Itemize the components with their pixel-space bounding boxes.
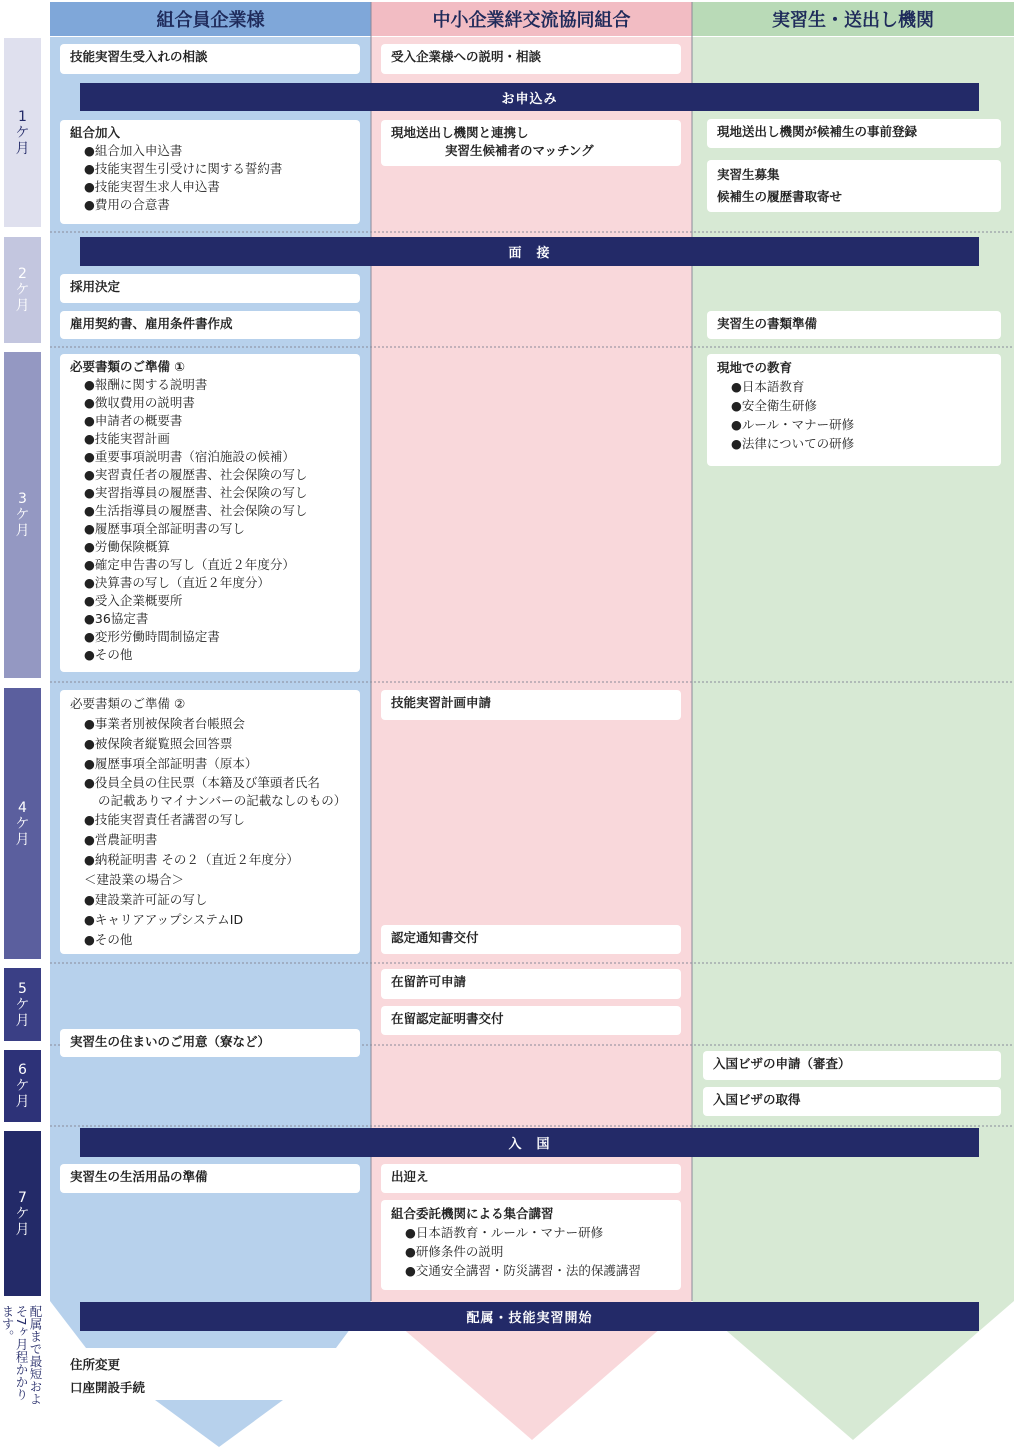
bar-apply: お申込み [80, 83, 979, 111]
union-explain: 受入企業様への説明・相談 [381, 44, 681, 74]
bar-entry: 入 国 [80, 1128, 979, 1157]
month-label-4: 4 ケ 月 [15, 799, 30, 848]
bar-start: 配属・技能実習開始 [80, 1302, 979, 1331]
column-bg-union [371, 37, 692, 1301]
sending-visa-apply: 入国ビザの申請（審査） [703, 1051, 1001, 1080]
company-docs2: 必要書類のご準備 ② ●事業者別被保険者台帳照会 ●被保険者縦覧照会回答票 ●履歴事項全部証明書（原本） ●役員全員の住民票（本籍及び筆頭者氏名 の記載ありマイナンバーの記載なしのもの） ●技能実習責任者講習の写し ●営農証明書 ●納税証明書 その２（直近２年度分） ＜建設業の場合＞ ●建設業許可証の写し ●キャリアアップシステムID ●その他 [60, 690, 360, 954]
sending-edu: 現地での教育 ●日本語教育 ●安全衛生研修 ●ルール・マナー研修 ●法律についての研修 [707, 354, 1001, 466]
company-contract: 雇用契約書、雇用条件書作成 [60, 311, 360, 339]
header-union: 中小企業絆交流協同組合 [432, 10, 631, 31]
union-cert: 在留認定証明書交付 [381, 1006, 681, 1035]
sending-register: 現地送出し機関が候補生の事前登録 [707, 119, 1001, 148]
sending-visa-get: 入国ビザの取得 [703, 1087, 1001, 1116]
sending-docs: 実習生の書類準備 [707, 311, 1001, 339]
company-address: 住所変更 [70, 1357, 121, 1372]
union-permit: 在留許可申請 [381, 969, 681, 999]
union-pickup: 出迎え [381, 1164, 681, 1193]
month-label-3: 3 ケ 月 [15, 491, 30, 539]
month-label-5: 5 ケ 月 [15, 980, 30, 1029]
company-housing: 実習生の住まいのご用意（寮など） [60, 1029, 360, 1057]
union-plan: 技能実習計画申請 [381, 690, 681, 720]
month-label-1: 1 ケ 月 [15, 108, 30, 157]
bar-interview: 面 接 [80, 237, 979, 266]
month-label-7: 7 ケ 月 [15, 1189, 30, 1238]
header-sending: 実習生・送出し機関 [772, 10, 934, 31]
duration-note: 配属まで最短およそ7ヶ月程かかります。 [0, 1305, 43, 1405]
union-training: 組合委託機関による集合講習 ●日本語教育・ルール・マナー研修 ●研修条件の説明 ●交通安全講習・防災講習・法的保護講習 [381, 1200, 681, 1290]
month-label-2: 2 ケ 月 [15, 266, 30, 314]
header-company: 組合員企業様 [156, 10, 265, 31]
union-approval: 認定通知書交付 [381, 925, 681, 954]
month-label-6: 6 ケ 月 [15, 1062, 30, 1110]
arrow-company-tip [155, 1400, 283, 1447]
union-match: 現地送出し機関と連携し 実習生候補者のマッチング [381, 120, 681, 166]
company-docs1: 必要書類のご準備 ① ●報酬に関する説明書 ●徴収費用の説明書 ●申請者の概要書 ●技能実習計画 ●重要事項説明書（宿泊施設の候補） ●実習責任者の履歴書、社会保険の写し ●実習指導員の履歴書、社会保険の写し ●生活指導員の履歴書、社会保険の写し ●履歴事項全部証明書の写し ●労働保険概算 ●確定申告書の写し（直近２年度分） ●決算書の写し（直近２年度分） ●受入企業概要所 ●36協定書 ●変形労働時間制協定書 ●その他 [60, 354, 360, 672]
company-consult: 技能実習生受入れの相談 [60, 44, 360, 74]
company-goods: 実習生の生活用品の準備 [60, 1164, 360, 1193]
sending-recruit: 実習生募集 候補生の履歴書取寄せ [707, 160, 1001, 212]
company-bank: 口座開設手続 [70, 1380, 146, 1395]
company-join: 組合加入 ●組合加入申込書 ●技能実習生引受けに関する誓約書 ●技能実習生求人申込書 ●費用の合意書 [60, 120, 360, 224]
company-decision: 採用決定 [60, 274, 360, 303]
